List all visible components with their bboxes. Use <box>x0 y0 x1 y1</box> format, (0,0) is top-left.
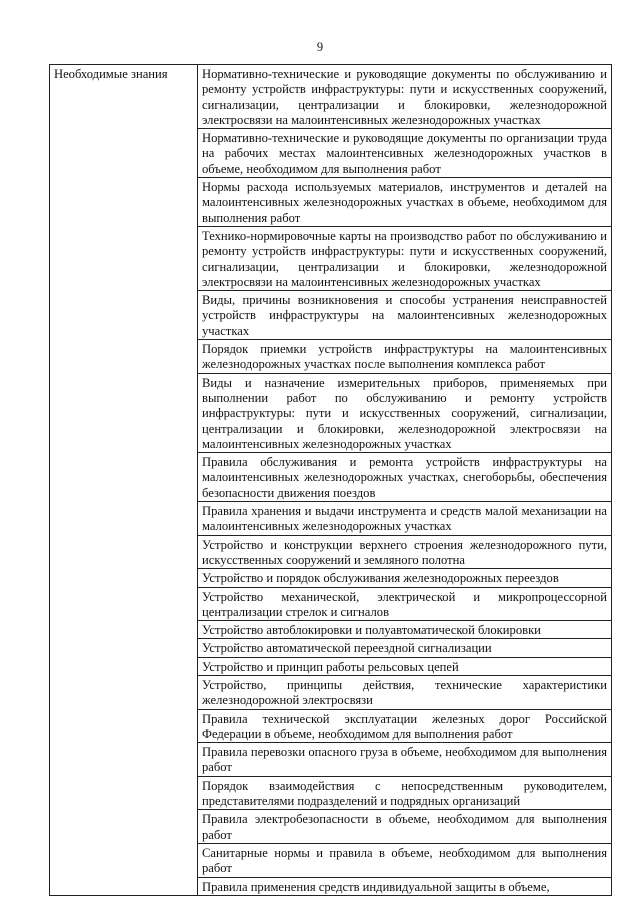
knowledge-item: Технико-нормировочные карты на производство работ по обслуживанию и ремонту устройств инфраструктуры: пути и искусственных сооружений, сигнализации, централизации и блокировки, железнодорожной электросвязи на малоинтенсивных железнодорожных участках <box>198 226 612 290</box>
knowledge-item: Устройство и конструкции верхнего строения железнодорожного пути, искусственных сооружений и земляного полотна <box>198 535 612 569</box>
section-label: Необходимые знания <box>50 65 198 896</box>
knowledge-item: Порядок взаимодействия с непосредственным руководителем, представителями подразделений и подрядных организаций <box>198 776 612 810</box>
knowledge-item: Нормативно-технические и руководящие документы по обслуживанию и ремонту устройств инфраструктуры: пути и искусственных сооружений, сигнализации, централизации и блокировки, железнодорожной электросвязи на малоинтенсивных железнодорожных участках <box>198 65 612 129</box>
knowledge-item: Устройство автоблокировки и полуавтоматической блокировки <box>198 621 612 639</box>
knowledge-item: Нормы расхода используемых материалов, инструментов и деталей на малоинтенсивных железнодорожных участках в объеме, необходимом для выполнения работ <box>198 178 612 227</box>
knowledge-item: Правила хранения и выдачи инструмента и средств малой механизации на малоинтенсивных железнодорожных участках <box>198 502 612 536</box>
knowledge-item: Правила электробезопасности в объеме, необходимом для выполнения работ <box>198 810 612 844</box>
knowledge-table <box>49 64 612 896</box>
table-row <box>50 65 612 129</box>
knowledge-item: Устройство механической, электрической и микропроцессорной централизации стрелок и сигналов <box>198 587 612 621</box>
page-number: 9 <box>316 40 324 54</box>
knowledge-item: Санитарные нормы и правила в объеме, необходимом для выполнения работ <box>198 843 612 877</box>
knowledge-item: Нормативно-технические и руководящие документы по организации труда на рабочих местах малоинтенсивных железнодорожных участков в объеме, необходимом для выполнения работ <box>198 129 612 178</box>
knowledge-item: Виды и назначение измерительных приборов, применяемых при выполнении работ по обслуживанию и ремонту устройств инфраструктуры: пути и искусственных сооружений, сигнализации, централизации и блокировки, железнодорожной электросвязи на малоинтенсивных железнодорожных участках <box>198 373 612 452</box>
knowledge-item: Порядок приемки устройств инфраструктуры на малоинтенсивных железнодорожных участках после выполнения комплекса работ <box>198 340 612 374</box>
knowledge-item: Правила перевозки опасного груза в объеме, необходимом для выполнения работ <box>198 743 612 777</box>
knowledge-table-body <box>50 65 612 896</box>
knowledge-item: Устройство автоматической переездной сигнализации <box>198 639 612 657</box>
knowledge-item: Правила обслуживания и ремонта устройств инфраструктуры на малоинтенсивных железнодорожных участках, снегоборьбы, обеспечения безопасности движения поездов <box>198 453 612 502</box>
knowledge-item: Устройство и порядок обслуживания железнодорожных переездов <box>198 569 612 587</box>
knowledge-item: Устройство, принципы действия, технические характеристики железнодорожной электросвязи <box>198 675 612 709</box>
knowledge-item: Правила применения средств индивидуальной защиты в объеме, <box>198 877 612 895</box>
knowledge-item: Устройство и принцип работы рельсовых цепей <box>198 657 612 675</box>
knowledge-item: Правила технической эксплуатации железных дорог Российской Федерации в объеме, необходимом для выполнения работ <box>198 709 612 743</box>
knowledge-item: Виды, причины возникновения и способы устранения неисправностей устройств инфраструктуры на малоинтенсивных железнодорожных участках <box>198 291 612 340</box>
